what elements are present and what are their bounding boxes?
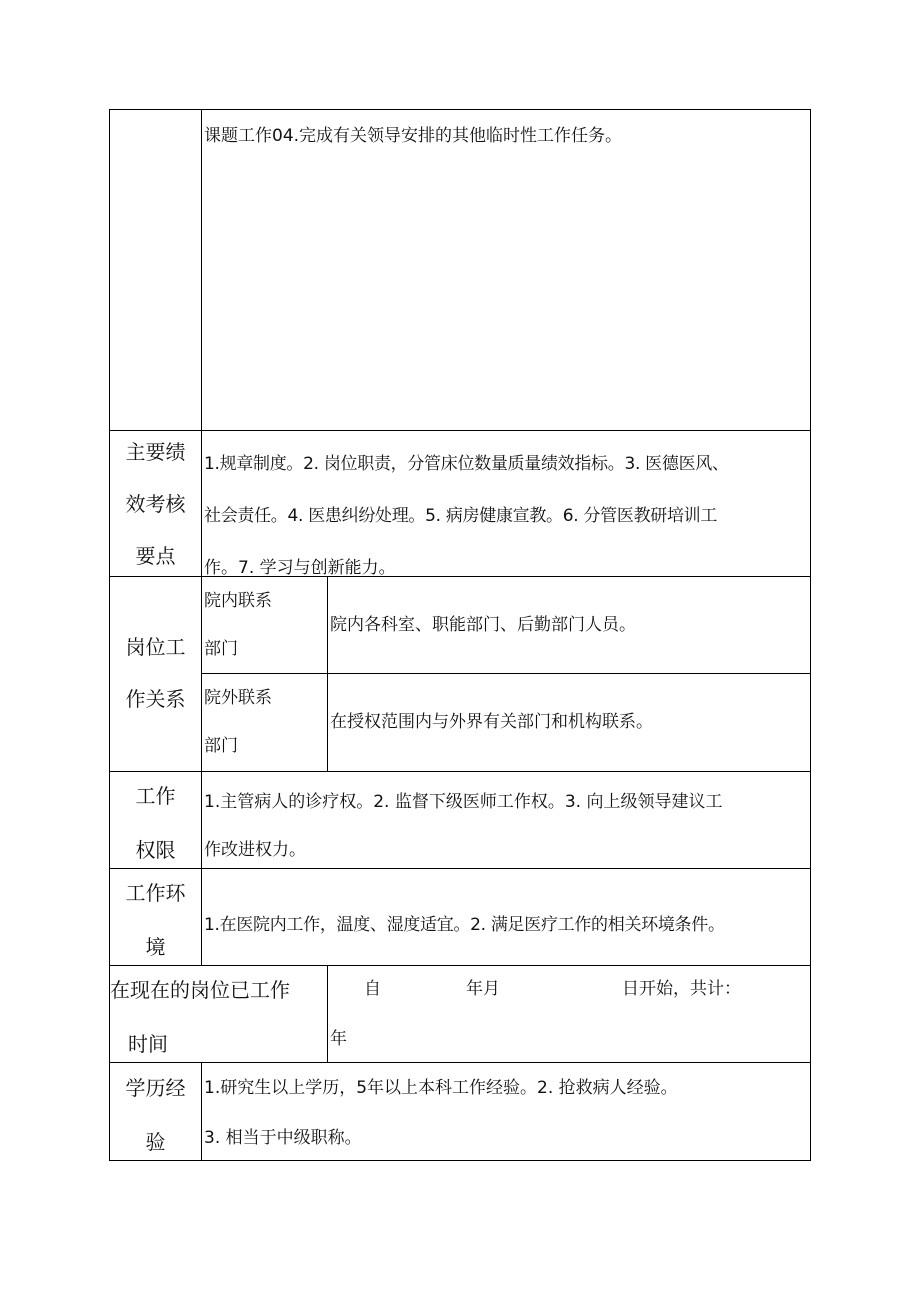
content-line: 3. 相当于中级职称。	[204, 1128, 362, 1148]
tenure-year-month: 年月	[466, 979, 500, 999]
label-line: 境	[145, 935, 166, 959]
external-dept-content: 在授权范围内与外界有关部门和机构联系。	[330, 712, 653, 732]
content-line: 作改进权力。	[204, 840, 306, 860]
label-line: 效考核	[125, 492, 186, 516]
row-divider	[109, 430, 811, 431]
tenure-label	[110, 963, 326, 1071]
content-line: 社会责任。4. 医患纠纷处理。5. 病房健康宣教。6. 分管医教研培训工	[204, 506, 718, 526]
environment-label	[110, 866, 201, 974]
label-line: 时间	[128, 1032, 168, 1056]
label-line: 权限	[135, 838, 176, 862]
label-line: 验	[145, 1130, 166, 1154]
label-line: 工作环	[125, 881, 186, 905]
label-line: 作关系	[125, 687, 186, 711]
performance-label	[110, 426, 201, 582]
relations-label	[110, 621, 201, 725]
column-divider	[327, 576, 328, 772]
label-line: 学历经	[125, 1076, 186, 1100]
label-line: 在现在的岗位已工作	[110, 978, 290, 1002]
content-line: 1.主管病人的诊疗权。2. 监督下级医师工作权。3. 向上级领导建议工	[204, 792, 723, 812]
column-divider	[327, 965, 328, 1063]
label-line: 岗位工	[125, 635, 186, 659]
internal-dept-label	[204, 577, 326, 673]
label-line: 要点	[135, 544, 176, 568]
label-line: 工作	[135, 784, 176, 808]
content-line: 1.研究生以上学历，5年以上本科工作经验。2. 抢救病人经验。	[204, 1078, 678, 1098]
label-line: 主要绩	[125, 440, 186, 464]
sub-line: 院外联系	[204, 688, 272, 708]
sub-line: 院内联系	[204, 591, 272, 611]
authority-label	[110, 769, 201, 877]
external-dept-label	[204, 674, 326, 770]
column-divider	[201, 1062, 202, 1161]
performance-content	[204, 438, 810, 594]
sub-line: 部门	[204, 639, 238, 659]
duties-continuation-text: 课题工作04.完成有关领导安排的其他临时性工作任务。	[204, 126, 623, 146]
authority-content	[204, 778, 810, 874]
row-divider	[109, 771, 811, 772]
tenure-year: 年	[330, 1029, 347, 1049]
tenure-from: 自	[364, 979, 381, 999]
internal-dept-content: 院内各科室、职能部门、后勤部门人员。	[330, 615, 636, 635]
table-border	[109, 109, 811, 110]
education-content	[204, 1063, 810, 1163]
column-divider	[201, 109, 202, 966]
sub-line: 部门	[204, 736, 238, 756]
education-label	[110, 1061, 201, 1169]
table-border	[810, 109, 811, 1161]
tenure-day-start: 日开始，共计：	[622, 979, 741, 999]
environment-content: 1.在医院内工作，温度、湿度适宜。2. 满足医疗工作的相关环境条件。	[204, 915, 725, 935]
content-line: 1.规章制度。2. 岗位职责，分管床位数量质量绩效指标。3. 医德医风、	[204, 454, 729, 474]
content-line: 作。7. 学习与创新能力。	[204, 558, 396, 578]
